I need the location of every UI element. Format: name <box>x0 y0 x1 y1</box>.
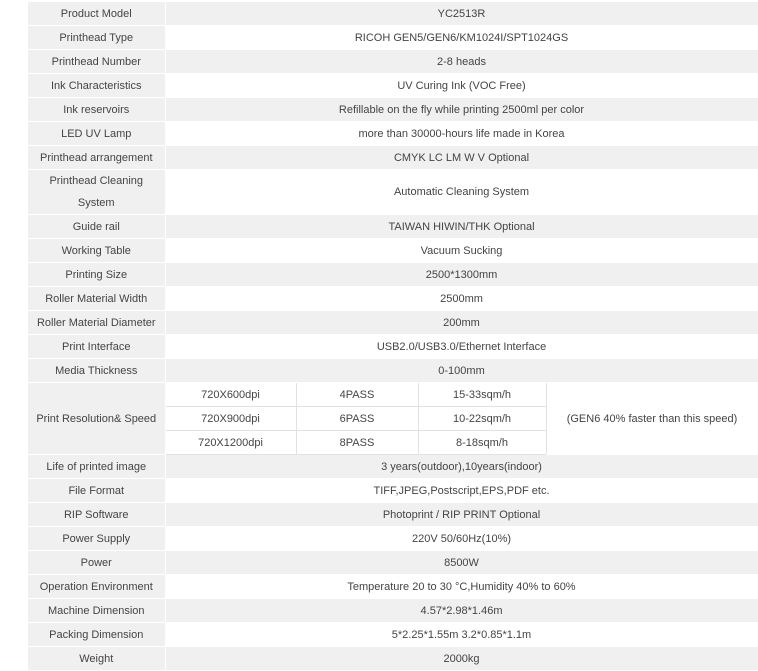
spec-label: Power <box>28 551 165 575</box>
spec-row <box>28 311 758 335</box>
spec-row <box>28 455 758 479</box>
spec-row <box>28 50 758 74</box>
spec-label: Packing Dimension <box>28 623 165 647</box>
spec-value: 0-100mm <box>165 359 758 383</box>
resolution-pass: 8PASS <box>296 431 418 455</box>
resolution-dpi: 720X1200dpi <box>165 431 296 455</box>
spec-value: 200mm <box>165 311 758 335</box>
spec-label: Ink reservoirs <box>28 98 165 122</box>
spec-row <box>28 263 758 287</box>
spec-label: Printhead Type <box>28 26 165 50</box>
spec-label: Power Supply <box>28 527 165 551</box>
spec-row <box>28 2 758 26</box>
resolution-dpi: 720X600dpi <box>165 383 296 407</box>
spec-row <box>28 26 758 50</box>
spec-row <box>28 479 758 503</box>
resolution-pass: 4PASS <box>296 383 418 407</box>
spec-row <box>28 575 758 599</box>
resolution-dpi: 720X900dpi <box>165 407 296 431</box>
spec-value: 5*2.25*1.55m 3.2*0.85*1.1m <box>165 623 758 647</box>
spec-label: Machine Dimension <box>28 599 165 623</box>
spec-label: LED UV Lamp <box>28 122 165 146</box>
spec-value: 3 years(outdoor),10years(indoor) <box>165 455 758 479</box>
spec-row <box>28 335 758 359</box>
spec-row <box>28 527 758 551</box>
spec-label: Roller Material Width <box>28 287 165 311</box>
spec-label: Operation Environment <box>28 575 165 599</box>
spec-label: Printhead Number <box>28 50 165 74</box>
spec-label: Guide rail <box>28 215 165 239</box>
spec-label: Working Table <box>28 239 165 263</box>
spec-value: 4.57*2.98*1.46m <box>165 599 758 623</box>
resolution-speed: 10-22sqm/h <box>418 407 546 431</box>
spec-value: Temperature 20 to 30 °C,Humidity 40% to 60% <box>165 575 758 599</box>
spec-value: 2-8 heads <box>165 50 758 74</box>
spec-row <box>28 146 758 170</box>
spec-label: Print Interface <box>28 335 165 359</box>
spec-value: Photoprint / RIP PRINT Optional <box>165 503 758 527</box>
spec-value: 8500W <box>165 551 758 575</box>
spec-row <box>28 215 758 239</box>
spec-label: RIP Software <box>28 503 165 527</box>
spec-row <box>28 359 758 383</box>
spec-label: Printhead arrangement <box>28 146 165 170</box>
spec-value: USB2.0/USB3.0/Ethernet Interface <box>165 335 758 359</box>
spec-value: TAIWAN HIWIN/THK Optional <box>165 215 758 239</box>
spec-label: Roller Material Diameter <box>28 311 165 335</box>
spec-value: more than 30000-hours life made in Korea <box>165 122 758 146</box>
spec-label: Media Thickness <box>28 359 165 383</box>
spec-table <box>28 2 758 671</box>
resolution-note: (GEN6 40% faster than this speed) <box>546 383 758 455</box>
spec-row <box>28 647 758 671</box>
spec-label: Product Model <box>28 2 165 26</box>
spec-row <box>28 239 758 263</box>
spec-row <box>28 122 758 146</box>
spec-row <box>28 551 758 575</box>
spec-label: File Format <box>28 479 165 503</box>
spec-value: 2000kg <box>165 647 758 671</box>
spec-label: Printhead Cleaning System <box>28 170 165 215</box>
spec-value: RICOH GEN5/GEN6/KM1024I/SPT1024GS <box>165 26 758 50</box>
spec-label: Weight <box>28 647 165 671</box>
spec-value: 220V 50/60Hz(10%) <box>165 527 758 551</box>
spec-row <box>28 98 758 122</box>
spec-row <box>28 287 758 311</box>
spec-value: YC2513R <box>165 2 758 26</box>
spec-value: TIFF,JPEG,Postscript,EPS,PDF etc. <box>165 479 758 503</box>
spec-table-body <box>28 2 758 671</box>
spec-label: Printing Size <box>28 263 165 287</box>
resolution-label: Print Resolution& Speed <box>28 383 165 455</box>
spec-row <box>28 503 758 527</box>
spec-label: Life of printed image <box>28 455 165 479</box>
spec-label: Ink Characteristics <box>28 74 165 98</box>
spec-row <box>28 623 758 647</box>
spec-row <box>28 74 758 98</box>
resolution-speed: 8-18sqm/h <box>418 431 546 455</box>
spec-value: Automatic Cleaning System <box>165 170 758 215</box>
spec-value: 2500mm <box>165 287 758 311</box>
spec-value: CMYK LC LM W V Optional <box>165 146 758 170</box>
resolution-pass: 6PASS <box>296 407 418 431</box>
spec-value: Vacuum Sucking <box>165 239 758 263</box>
spec-row <box>28 599 758 623</box>
spec-value: UV Curing Ink (VOC Free) <box>165 74 758 98</box>
resolution-row <box>28 383 758 407</box>
spec-row <box>28 170 758 215</box>
spec-value: 2500*1300mm <box>165 263 758 287</box>
spec-value: Refillable on the fly while printing 2500ml per color <box>165 98 758 122</box>
resolution-speed: 15-33sqm/h <box>418 383 546 407</box>
